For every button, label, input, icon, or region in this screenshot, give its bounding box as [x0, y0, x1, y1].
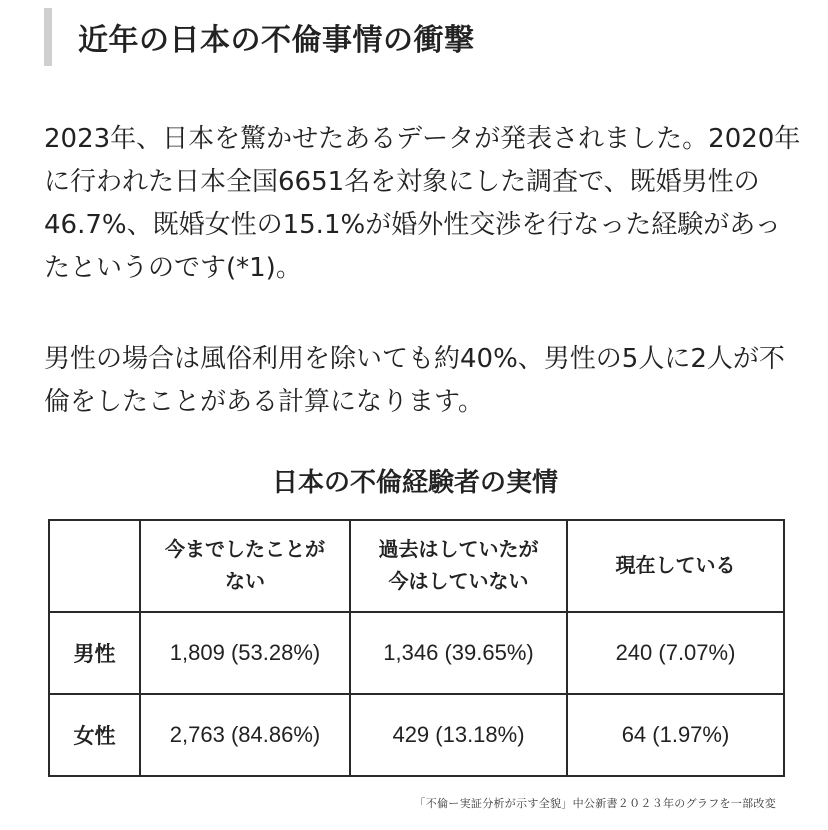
- row-label-female: 女性: [49, 694, 140, 776]
- header-past: [350, 520, 567, 612]
- row-label-male: 男性: [49, 612, 140, 694]
- cell-male-never: 1,809 (53.28%): [140, 612, 350, 694]
- cell-female-never: 2,763 (84.86%): [140, 694, 350, 776]
- source-citation: 「不倫ー実証分析が示す全貌」中公新書２０２３年のグラフを一部改変: [414, 797, 776, 810]
- header-never-line1: 今までしたことが: [165, 539, 325, 561]
- table-row: [49, 612, 784, 694]
- table-title: 日本の不倫経験者の実情: [271, 468, 558, 498]
- header-past-line2: 今はしていない: [388, 571, 529, 593]
- header-current: 現在している: [567, 520, 784, 612]
- affair-stats-table: [48, 519, 785, 777]
- header-never-line2: ない: [225, 571, 265, 593]
- page-heading: 近年の日本の不倫事情の衝撃: [78, 23, 475, 58]
- cell-male-past: 1,346 (39.65%): [350, 612, 567, 694]
- cell-female-past: 429 (13.18%): [350, 694, 567, 776]
- cell-female-current: 64 (1.97%): [567, 694, 784, 776]
- table-header-row: [49, 520, 784, 612]
- header-never: [140, 520, 350, 612]
- header-past-line1: 過去はしていたが: [378, 539, 539, 561]
- cell-male-current: 240 (7.07%): [567, 612, 784, 694]
- paragraph-intro: 2023年、日本を驚かせたあるデータが発表されました。2020年に行われた日本全国6651名を対象にした調査で、既婚男性の46.7%、既婚女性の15.1%が婚外性交渉を行なった経験があったというのです(*1)。: [44, 124, 801, 283]
- paragraph-detail: 男性の場合は風俗利用を除いても約40%、男性の5人に2人が不倫をしたことがある計算になります。: [44, 344, 785, 417]
- table-row: [49, 694, 784, 776]
- header-empty-cell: [49, 520, 140, 612]
- heading-block: [44, 8, 475, 66]
